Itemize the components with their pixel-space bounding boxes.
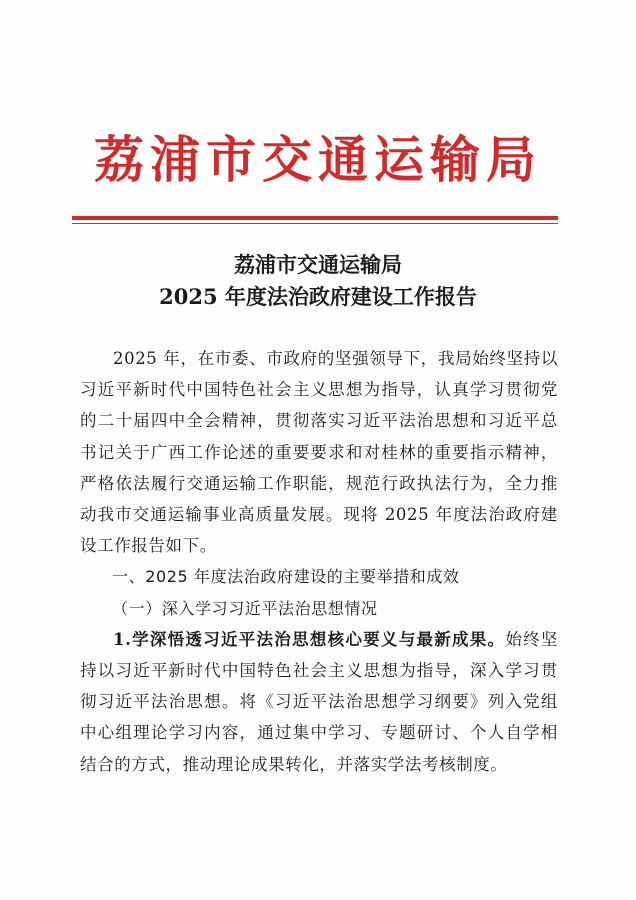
intro-paragraph: 2025 年，在市委、市政府的坚强领导下，我局始终坚持以习近平新时代中国特色社会主义思想为指导，认真学习贯彻党的二十届四中全会精神，贯彻落实习近平法治思想和习近平总书记关于广西工作论述的重要要求和对桂林的重要指示精神，严格依法履行交通运输工作职能，规范行政执法行为，全力推动我市交通运输事业高质量发展。现将 2025 年度法治政府建设工作报告如下。 [80,349,558,556]
subsection-heading: （一）深入学习习近平法治思想情况 [112,598,378,618]
document-title-line2: 2025 年度法治政府建设工作报告 [159,284,477,309]
item-lead: 1.学深悟透习近平法治思想核心要义与最新成果。 [113,629,506,649]
item-text: 始终坚持以习近平新时代中国特色社会主义思想为指导，深入学习贯彻习近平法治思想。将《习近平法治思想学习纲要》列入党组中心组理论学习内容，通过集中学习、专题研讨、个人自学相结合的方式，推动理论成果转化，并落实学法考核制度。 [80,629,558,774]
section-heading: 一、2025 年度法治政府建设的主要举措和成效 [112,567,460,587]
letterhead-org-name: 荔浦市交通运输局 [94,130,542,189]
letterhead-red-rule-thin [72,223,558,224]
document-body [80,343,558,780]
letterhead-red-rule-thick [72,216,558,220]
document-title-line1: 荔浦市交通运输局 [234,252,402,277]
item-paragraph [80,624,558,780]
